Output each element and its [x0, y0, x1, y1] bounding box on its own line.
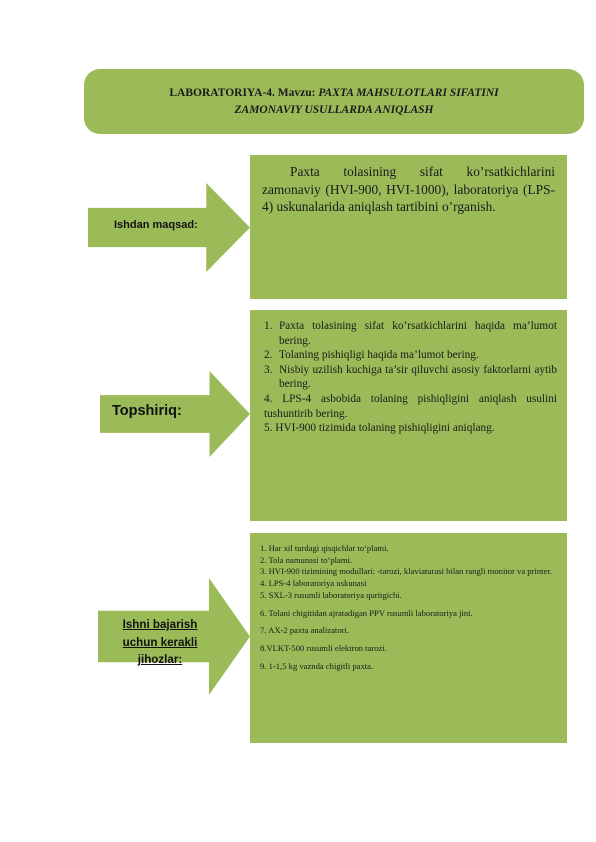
equipment-item: 4. LPS-4 laboratoriya uskunasi	[260, 578, 367, 589]
title-line-1	[169, 85, 498, 102]
equipment-panel	[250, 533, 567, 743]
equipment-item: 1. Har xil turdagi qisqichlar to‘plami.	[260, 543, 389, 553]
equipment-item: 8.VLKT-500 rusumli elektron tarozi.	[260, 642, 387, 653]
task-list	[260, 319, 557, 436]
task-item: 2. Tolaning pishiqligi haqida ma’lumot bering.	[264, 349, 479, 362]
title-banner	[84, 69, 584, 134]
task-label: Topshiriq:	[112, 403, 182, 419]
equipment-item: 9. 1-1,5 kg vaznda chigitli paxta.	[260, 660, 374, 671]
task-item: 5. HVI-900 tizimida tolaning pishiqligini aniqlang.	[264, 422, 495, 435]
task-item: 1. Paxta tolasining sifat ko’rsatkichlarini haqida ma’lumot bering.	[264, 320, 557, 347]
equipment-item: 7. AX-2 paxta analizatori.	[260, 625, 350, 636]
goal-text-block	[262, 163, 555, 216]
title-line-2: ZAMONAVIY USULLARDA ANIQLASH	[234, 103, 434, 116]
equipment-item: 2. Tola namunasi to‘plami.	[260, 554, 353, 565]
title-prefix: LABORATORIYA-4. Mavzu:	[169, 86, 319, 99]
task-panel	[250, 310, 567, 521]
goal-label: Ishdan maqsad:	[114, 219, 198, 231]
equipment-item: 3. HVI-900 tizimining modullari: -tarozi, klaviaturasi bilan rangli monitor va printer.	[260, 566, 552, 577]
equipment-label: Ishni bajarish uchun kerakli jihozlar:	[122, 618, 198, 667]
goal-text: Paxta tolasining sifat ko’rsatkichlarini zamonaviy (HVI-900, HVI-1000), laboratoriya (LPS-4) uskunalarida aniqlash tartibini o’rganish.	[262, 164, 555, 214]
equipment-item: 5. SXL-3 rusumli laboratoriya quritgichi.	[260, 589, 402, 600]
equipment-item: 6. Tolani chigitidan ajratadigan PPV rusumli laboratoriya jini.	[260, 607, 473, 618]
equipment-list	[260, 543, 560, 672]
goal-panel	[250, 155, 567, 299]
title-line1-italic: PAXTA MAHSULOTLARI SIFATINI	[318, 86, 499, 99]
task-item: 4. LPS-4 asbobida tolaning pishiqligini aniqlash usulini tushuntirib bering.	[264, 392, 557, 420]
task-item: 3. Nisbiy uzilish kuchiga ta’sir qiluvchi asosiy faktorlarni aytib bering.	[264, 363, 557, 391]
